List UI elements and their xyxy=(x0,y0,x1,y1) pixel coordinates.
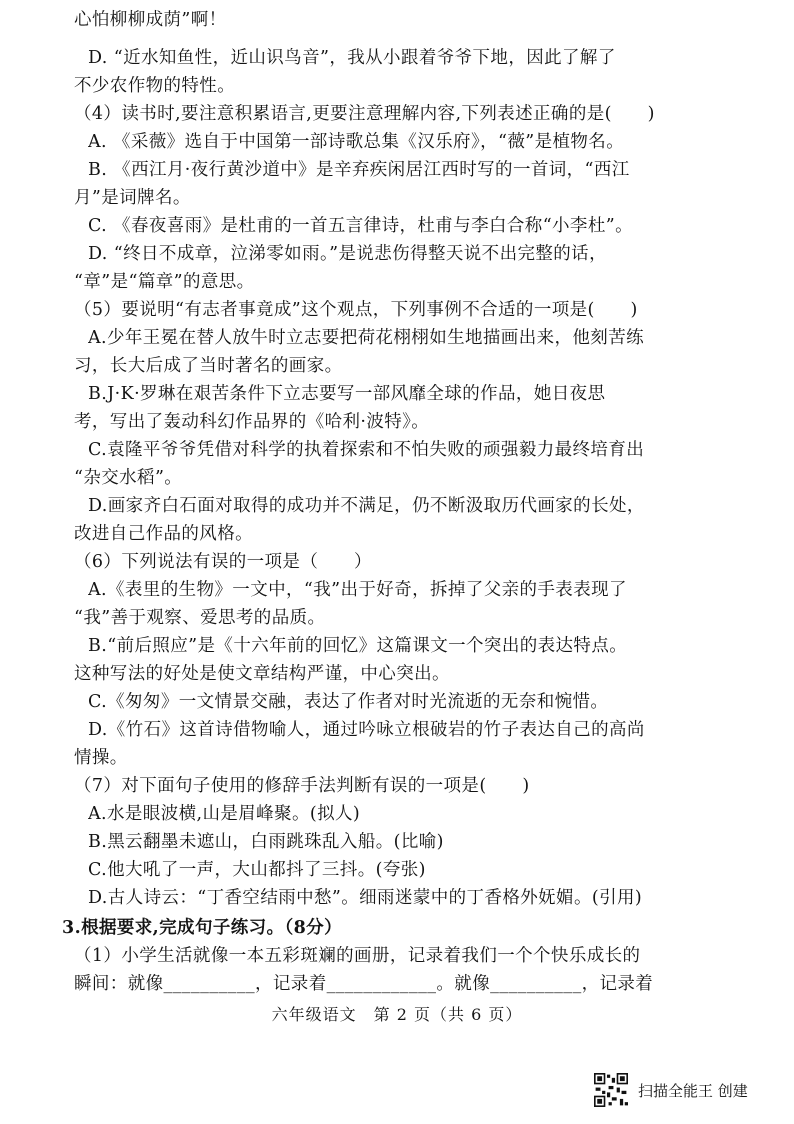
option-d-text: D. “近水知鱼性，近山识鸟音”，我从小跟着爷爷下地，因此了解了 xyxy=(88,48,616,68)
q6-option-c: C.《匆匆》一文情景交融，表达了作者对时光流逝的无奈和惋惜。 xyxy=(88,692,609,712)
q4-option-a: A. 《采薇》选自于中国第一部诗歌总集《汉乐府》，“薇”是植物名。 xyxy=(88,132,625,152)
q6-option-d: D.《竹石》这首诗借物喻人，通过吟咏立根破岩的竹子表达自己的高尚 xyxy=(88,720,645,740)
scanner-watermark xyxy=(594,1073,748,1107)
question-4: （4）读书时,要注意积累语言,更要注意理解内容,下列表述正确的是( ) xyxy=(74,104,655,124)
question-7: （7）对下面句子使用的修辞手法判断有误的一项是( ) xyxy=(74,776,530,796)
q4-option-c: C. 《春夜喜雨》是杜甫的一首五言律诗，杜甫与李白合称“小李杜”。 xyxy=(88,216,633,236)
q7-option-c: C.他大吼了一声，大山都抖了三抖。(夸张) xyxy=(88,860,426,880)
question-6: （6）下列说法有误的一项是（ ） xyxy=(74,552,372,572)
qr-code-icon xyxy=(594,1073,628,1107)
q4-option-b-cont: 月”是词牌名。 xyxy=(74,188,191,208)
q6-option-b-cont: 这种写法的好处是使文章结构严谨，中心突出。 xyxy=(74,664,450,684)
q4-option-d: D. “终日不成章，泣涕零如雨。”是说悲伤得整天说不出完整的话， xyxy=(88,244,607,264)
text-line-1: 心怕柳柳成荫”啊！ xyxy=(74,10,227,30)
scanner-label: 扫描全能王 创建 xyxy=(638,1081,748,1100)
section-3-heading: 3.根据要求,完成句子练习。（8分） xyxy=(62,918,342,938)
q7-option-a: A.水是眼波横,山是眉峰聚。(拟人) xyxy=(88,804,361,824)
q6-option-b: B.“前后照应”是《十六年前的回忆》这篇课文一个突出的表达特点。 xyxy=(88,636,628,656)
q7-option-b: B.黑云翻墨未遮山，白雨跳珠乱入船。(比喻) xyxy=(88,832,444,852)
q6-option-a: A.《表里的生物》一文中，“我”出于好奇，拆掉了父亲的手表表现了 xyxy=(88,580,627,600)
q4-option-d-cont: “章”是“篇章”的意思。 xyxy=(74,272,255,292)
q6-option-d-cont: 情操。 xyxy=(74,748,128,768)
option-d-text-cont: 不少农作物的特性。 xyxy=(74,76,236,96)
section-3-q1: （1）小学生活就像一本五彩斑斓的画册，记录着我们一个个快乐成长的 xyxy=(74,946,641,966)
page-footer: 六年级语文 第 2 页（共 6 页） xyxy=(271,1005,523,1024)
q5-option-c-cont: “杂交水稻”。 xyxy=(74,468,183,488)
section-3-q1-cont: 瞬间：就像__________，记录着____________。就像__________，记录着 xyxy=(74,974,654,994)
q5-option-d-cont: 改进自己作品的风格。 xyxy=(74,524,253,544)
q5-option-b: B.J·K·罗琳在艰苦条件下立志要写一部风靡全球的作品，她日夜思 xyxy=(88,384,606,404)
q6-option-a-cont: “我”善于观察、爱思考的品质。 xyxy=(74,608,326,628)
q5-option-a-cont: 习，长大后成了当时著名的画家。 xyxy=(74,356,343,376)
question-5: （5）要说明“有志者事竟成”这个观点，下列事例不合适的一项是( ) xyxy=(74,300,638,320)
q5-option-d: D.画家齐白石面对取得的成功并不满足，仍不断汲取历代画家的长处， xyxy=(88,496,645,516)
q5-option-a: A.少年王冕在替人放牛时立志要把荷花栩栩如生地描画出来，他刻苦练 xyxy=(88,328,644,348)
q5-option-c: C.袁隆平爷爷凭借对科学的执着探索和不怕失败的顽强毅力最终培育出 xyxy=(88,440,645,460)
q5-option-b-cont: 考，写出了轰动科幻作品界的《哈利·波特》。 xyxy=(74,412,430,432)
q7-option-d: D.古人诗云：“丁香空结雨中愁”。细雨迷蒙中的丁香格外妩媚。(引用) xyxy=(88,888,643,908)
q4-option-b: B. 《西江月·夜行黄沙道中》是辛弃疾闲居江西时写的一首词，“西江 xyxy=(88,160,630,180)
